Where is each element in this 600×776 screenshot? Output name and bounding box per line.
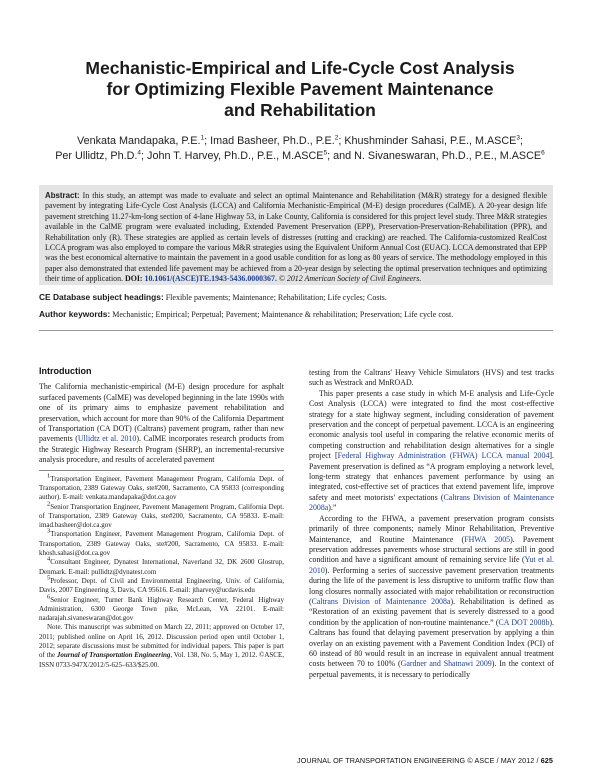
- doi-link[interactable]: 10.1061/(ASCE)TE.1943-5436.0000367.: [144, 274, 277, 284]
- abstract-label: Abstract:: [45, 191, 80, 200]
- abstract-text: In this study, an attempt was made to evaluate and select an optimal Maintenance and Rehabilitation (M&R) strategy for a designed flexible pavement by integrating Life-Cycle Cost Analysis (LCCA) and California Mechanistic-Empirical (M-E) design procedures (CalME). A 20-year design life pavement stretching 11.27-km-long section of 4-lane Highway 53, in Lake County, California is considered for this project level study. Three M&R strategies available in the CalME program were evaluated including, Extended Pavement Preservation (EPP), Preservation-Preservation-Rehabilitation (PPR), and Rehabilitation only (R). These strategies are applied as certain levels of distresses (rutting and cracking) are reached. The California-customized RealCost LCCA program was also employed to compare the various M&R strategies using the Equivalent Uniform Annual Cost (EUAC). LCCA demonstrated that EPP was the best economical alternative to maintain the pavement in a good usable condition for as long as 80 years of service. The methodology employed in this paper also demonstrated that extended life pavement may be achieved from a 20-year design by selecting the optimal preservation techniques and optimizing their time of application.: [45, 191, 547, 284]
- citation-link[interactable]: CA DOT 2008b: [498, 617, 550, 627]
- subject-headings-text: Flexible pavements; Maintenance; Rehabilitation; Life cycles; Costs.: [165, 293, 387, 302]
- doi-label: DOI:: [125, 274, 143, 284]
- citation-link[interactable]: Caltrans Division of Maintenance 2008a: [309, 492, 555, 513]
- author-ref: 6: [541, 149, 545, 157]
- author-list: Venkata Mandapaka, P.E.$^1$; Imad Basheer, Ph.D., P.E.$^2$; Khushminder Sahasi, P.E., M.ASCE$^3$; Per Ullidtz, Ph.D.$^4$; John T. Harvey, Ph.D., P.E., M.ASCE$^5$; and N. Sivaneswaran, Ph.D., P.E., M.ASCE$^6$: [55, 134, 545, 162]
- intro-paragraph: The California mechanistic-empirical (M-E) design procedure for asphalt surfaced pavements (CalME) was developed beginning in the late 1990s with one of its primary aims to emphasize pavement rehabilitation and preservation, which account for more than 90% of the California Department of Transportation (CA DOT) (Caltrans) pavement program, rather than new pavements (Ullidtz et al. 2010). CalME incorporates research products from the Strategic Highway Research Program (SHRP), an incremental-recursive analysis procedure, and results of accelerated pavement: [39, 382, 284, 465]
- author-name: Venkata Mandapaka, P.E.: [76, 135, 201, 147]
- copyright: © 2012 American Society of Civil Engineers.: [278, 274, 422, 284]
- author-ref: 1: [200, 134, 205, 142]
- page-footer: [39, 756, 553, 768]
- author-ref: 3: [516, 134, 521, 142]
- footnote: $^3$Transportation Engineer, Pavement Management Program, California Dept. of Transportation, 2389 Gateway Oaks, ste#200, Sacramento, CA 95833. E-mail: khosh.sahasi@dot.ca.gov: [39, 528, 284, 558]
- author-name: N. Sivaneswaran, Ph.D., P.E., M.ASCE: [354, 150, 542, 162]
- footnote: $^2$Senior Transportation Engineer, Pavement Management Program, California Dept. of Transportation, 2389 Gateway Oaks, ste#200, Sacramento, CA 95833. E-mail: imad.basheer@dot.ca.gov: [39, 500, 284, 530]
- footnotes: [39, 472, 284, 670]
- footnote-divider: [39, 470, 284, 471]
- footnote: $^4$Consultant Engineer, Dynatest International, Naverland 32, DK 2600 Glostrup, Denmark. E-mail: pullidtz@dynatest.com: [39, 556, 284, 576]
- citation-link[interactable]: Federal Highway Administration (FHWA) LCCA manual 2004: [337, 451, 550, 461]
- author-keywords-label: Author keywords:: [39, 309, 111, 319]
- subject-headings-label: CE Database subject headings:: [39, 292, 164, 302]
- title-line: Mechanistic-Empirical and Life-Cycle Cost Analysis: [85, 58, 515, 78]
- author-name: Per Ullidtz, Ph.D.: [55, 150, 138, 162]
- citation-link[interactable]: Gardner and Shatnawi 2009: [400, 659, 492, 669]
- footnote: $^6$Senior Engineer, Turner Bank Highway Research Center, Federal Highway Administration, 6300 George Town pike, McLean, VA 22101. E-mail: nadarajah.sivaneswaran@dot.gov: [39, 593, 284, 623]
- footer-journal: JOURNAL OF TRANSPORTATION ENGINEERING © ASCE / MAY 2012 /: [297, 756, 541, 765]
- left-column: [39, 366, 284, 670]
- page-number: 625: [540, 756, 553, 765]
- citation-link[interactable]: Ullidtz et al. 2010: [77, 434, 137, 444]
- author-name: John T. Harvey, Ph.D., P.E., M.ASCE: [147, 150, 324, 162]
- body-paragraph: According to the FHWA, a pavement preservation program consists primarily of three components; namely Minor Rehabilitation, Preventive Maintenance, and Routine Maintenance (FHWA 2005). Pavement preservation addresses pavements whose structural sections are still in good condition and have a significant amount of remaining service life (Yut et al. 2010). Performing a series of successive pavement preservation treatments during the life of the pavement is less disruptive to uniform traffic flow than long closures normally associated with major rehabilitation or reconstruction (Caltrans Division of Maintenance 2008a). Rehabilitation is defined as “Restoration of an existing pavement that is severely distressed to a good condition by the application of non-routine maintenance.” (CA DOT 2008b). Caltrans has found that delaying pavement preservation by applying a thin overlay on an existing pavement with a Pavement Condition Index (PCI) of 60 instead of 80 would result in an increase in equivalent annual treatment costs between 70 to 100% (Gardner and Shatnawi 2009). In the context of perpetual pavements, it is necessary to periodically: [309, 513, 554, 679]
- article-title: [60, 58, 540, 121]
- citation-link[interactable]: FHWA 2005: [464, 534, 511, 544]
- body-paragraph: testing from the Caltrans' Heavy Vehicle Simulators (HVS) and test tracks such as Westrack and MnROAD.: [309, 368, 554, 388]
- author-keywords-text: Mechanistic; Empirical; Perpetual; Pavement; Maintenance & rehabilitation; Preservation; Life cycle cost.: [112, 310, 454, 319]
- citation-link[interactable]: Yut et al. 2010: [309, 555, 554, 575]
- right-column: [309, 368, 554, 680]
- author-ref: 2: [334, 134, 339, 142]
- section-divider: [39, 330, 553, 331]
- author-name: Imad Basheer, Ph.D., P.E.: [210, 135, 335, 147]
- title-line: and Rehabilitation: [224, 100, 376, 120]
- subject-headings: [39, 292, 553, 303]
- footnote: $^1$Transportation Engineer, Pavement Management Program, California Dept. of Transportation, 2389 Gateway Oaks, ste#200, Sacramento, CA 95833 (corresponding author). E-mail: venkata.mandapaka@dot.ca.gov: [39, 472, 284, 502]
- abstract: [45, 191, 547, 285]
- journal-name: Journal of Transportation Engineering: [56, 651, 171, 660]
- intro-heading: Introduction: [39, 366, 92, 376]
- title-line: for Optimizing Flexible Pavement Maintenance: [106, 79, 494, 99]
- footnote: $^5$Professor, Dept. of Civil and Environmental Engineering, Univ. of California, Davis, 2007 Engineering 3, Davis, CA 95616. E-mail: jtharvey@ucdavis.edu: [39, 574, 284, 595]
- abstract-box: [39, 185, 553, 285]
- author-name: Khushminder Sahasi, P.E., M.ASCE: [344, 135, 517, 147]
- author-ref: 5: [323, 149, 328, 157]
- submission-note: Note. This manuscript was submitted on March 22, 2011; approved on October 17, 2011; published online on April 16, 2012. Discussion period open until October 1, 2012; separate discussions must be submitted for individual papers. This paper is part of the Journal of Transportation Engineering, Vol. 138, No. 5, May 1, 2012. ©ASCE, ISSN 0733-947X/2012/5-625–633/$25.00.: [39, 623, 284, 669]
- citation-link[interactable]: Caltrans Division of Maintenance 2008a: [311, 596, 451, 606]
- author-keywords: [39, 309, 553, 320]
- body-paragraph: This paper presents a case study in which M-E analysis and Life-Cycle Cost Analysis (LCCA) were integrated to find the most cost-effective strategy for a state highway segment, including consideration of pavement preservation and the concept of perpetual pavement. LCCA is an engineering economic analysis tool useful in comparing the relative economic merits of competing construction and rehabilitation design alternatives for a single project [Federal Highway Administration (FHWA) LCCA manual 2004]. Pavement preservation is defined as “A program employing a network level, long-term strategy that enhances pavement performance by using an integrated, cost-effective set of practices that extend pavement life, improve safety and meet motorists' expectations (Caltrans Division of Maintenance 2008a).”: [309, 388, 555, 513]
- author-ref: 4: [137, 149, 142, 157]
